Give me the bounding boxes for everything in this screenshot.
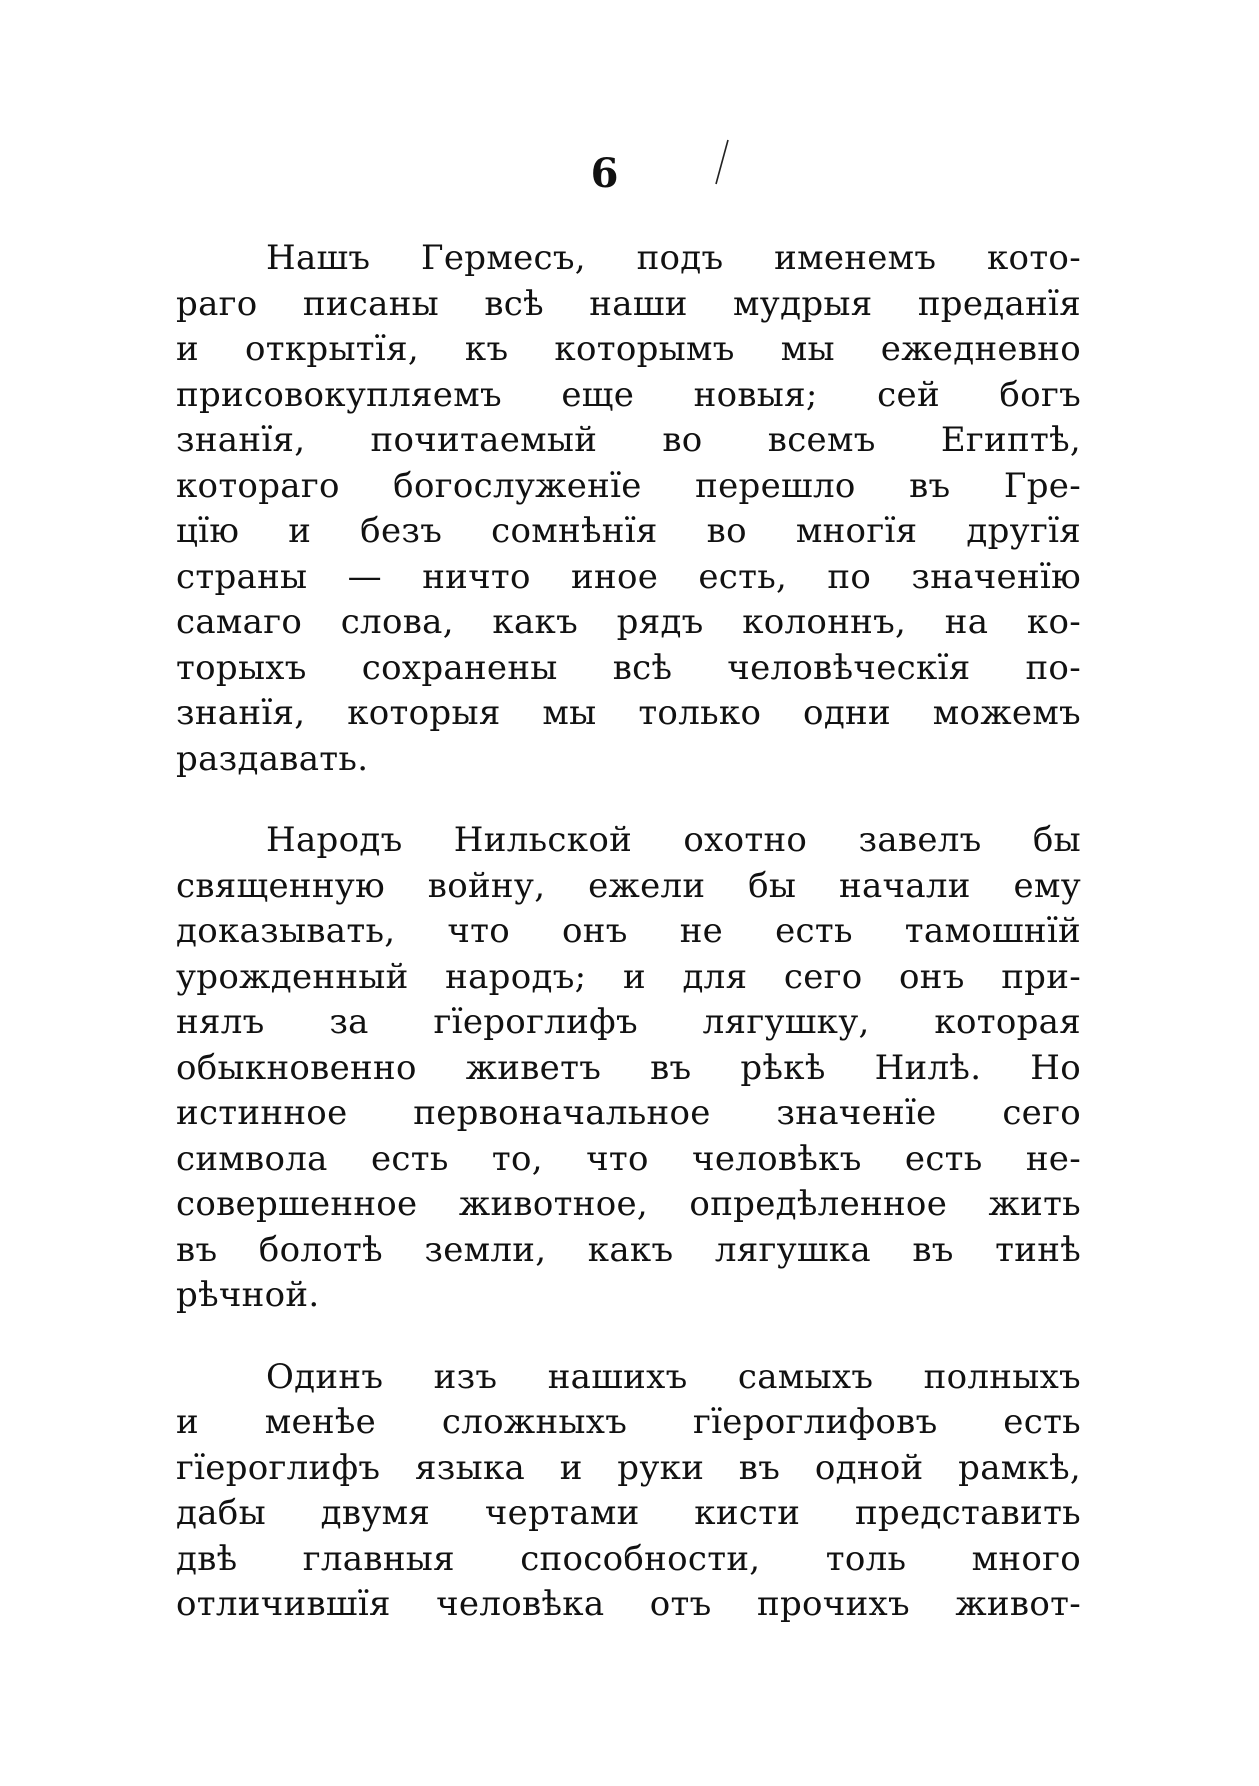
paragraph-1 bbox=[176, 236, 1081, 782]
text-line: въ болотѣ земли, какъ лягушка въ тинѣ bbox=[176, 1229, 1081, 1270]
text-line: раго писаны всѣ наши мудрыя преданїя bbox=[176, 283, 1081, 324]
text-line: страны — ничто иное есть, по значенїю bbox=[176, 556, 1081, 597]
text-line: знанїя, почитаемый во всемъ Египтѣ, bbox=[176, 420, 1081, 460]
text-line: рѣчной. bbox=[176, 1275, 320, 1315]
paragraph-3 bbox=[176, 1355, 1081, 1628]
page-number: 6 bbox=[590, 150, 619, 197]
text-line: нялъ за гїероглифъ лягушку, которая bbox=[176, 1002, 1081, 1042]
text-line: котораго богослуженїе перешло въ Гре- bbox=[176, 465, 1081, 506]
text-line: раздавать. bbox=[176, 738, 369, 779]
text-line: и менѣе сложныхъ гїероглифовъ есть bbox=[176, 1402, 1081, 1442]
text-line: торыхъ сохранены всѣ человѣческїя по- bbox=[176, 647, 1081, 688]
text-line: священную войну, ежели бы начали ему bbox=[176, 865, 1081, 906]
stray-pen-mark bbox=[712, 138, 732, 186]
text-line: дабы двумя чертами кисти представить bbox=[176, 1493, 1081, 1533]
body-text bbox=[176, 236, 1081, 1664]
text-line: присовокупляемъ еще новыя; сей богъ bbox=[176, 374, 1081, 415]
text-line: обыкновенно живетъ въ рѣкѣ Нилѣ. Но bbox=[176, 1047, 1081, 1088]
text-line: цїю и безъ сомнѣнїя во многїя другїя bbox=[176, 511, 1081, 551]
text-line: Одинъ изъ нашихъ самыхъ полныхъ bbox=[266, 1356, 1081, 1397]
text-line: Народъ Нильской охотно завелъ бы bbox=[266, 820, 1081, 860]
text-line: знанїя, которыя мы только одни можемъ bbox=[176, 693, 1081, 733]
text-line: двѣ главныя способности, толь много bbox=[176, 1538, 1081, 1579]
text-line: гїероглифъ языка и руки въ одной рамкѣ, bbox=[176, 1447, 1081, 1488]
text-line: символа есть то, что человѣкъ есть не- bbox=[176, 1138, 1081, 1179]
text-line: Нашъ Гермесъ, подъ именемъ кото- bbox=[266, 238, 1081, 278]
text-line: урожденный народъ; и для сего онъ при- bbox=[176, 956, 1081, 997]
paragraph-2 bbox=[176, 818, 1081, 1319]
text-line: совершенное животное, опредѣленное жить bbox=[176, 1184, 1081, 1224]
text-line: и открытїя, къ которымъ мы ежедневно bbox=[176, 329, 1081, 369]
text-line: истинное первоначальное значенїе сего bbox=[176, 1093, 1081, 1133]
text-line: самаго слова, какъ рядъ колоннъ, на ко- bbox=[176, 602, 1081, 642]
text-line: доказывать, что онъ не есть тамошнїй bbox=[176, 911, 1081, 951]
text-line: отличившїя человѣка отъ прочихъ живот- bbox=[176, 1584, 1081, 1624]
